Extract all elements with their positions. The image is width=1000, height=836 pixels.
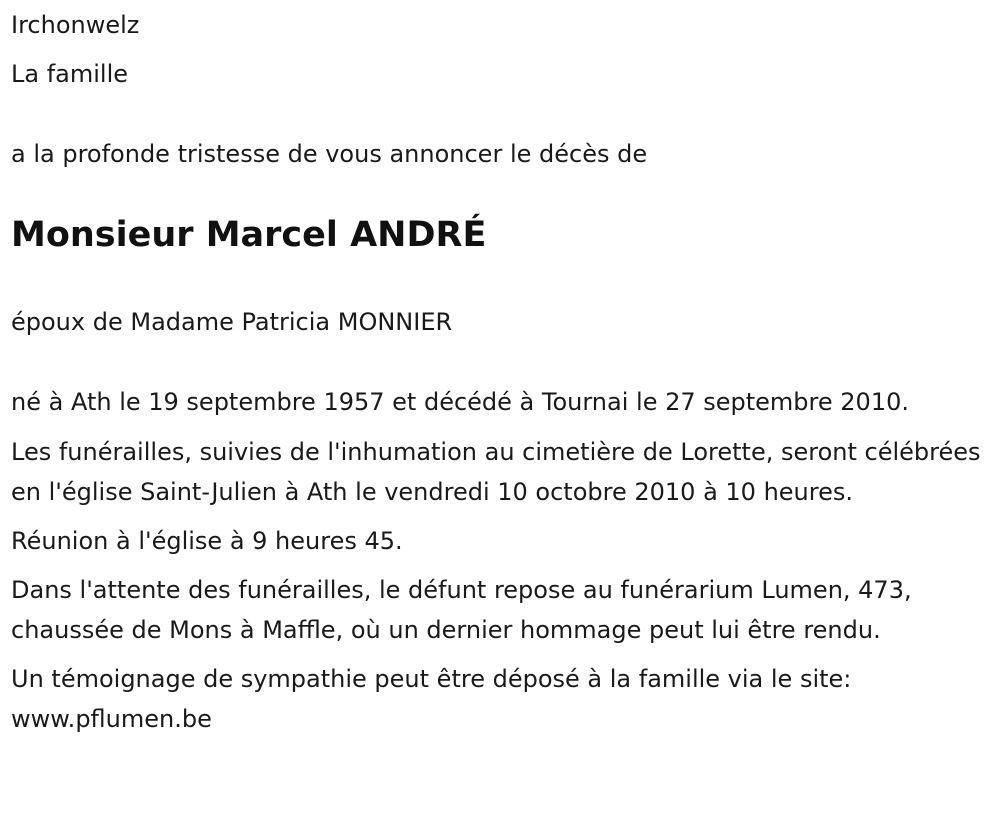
details-section <box>11 432 986 748</box>
announcement-text: a la profonde tristesse de vous annoncer le décès de <box>11 140 648 168</box>
deceased-name: Monsieur Marcel ANDRÉ <box>11 215 487 255</box>
spouse-text: époux de Madame Patricia MONNIER <box>11 308 453 336</box>
visitation-text: Dans l'attente des funérailles, le défunt repose au funérarium Lumen, 473, chaussée de Mons à Maffle, où un dernier hommage peut lui être rendu. <box>11 576 912 644</box>
condolences-text: Un témoignage de sympathie peut être déposé à la famille via le site: www.pflumen.be <box>11 665 852 733</box>
family-label: La famille <box>11 60 129 88</box>
funeral-text: Les funérailles, suivies de l'inhumation au cimetière de Lorette, seront célébrées en l'église Saint-Julien à Ath le vendredi 10 octobre 2010 à 10 heures. <box>11 438 981 506</box>
meeting-text: Réunion à l'église à 9 heures 45. <box>11 527 403 555</box>
birth-death-text: né à Ath le 19 septembre 1957 et décédé à Tournai le 27 septembre 2010. <box>11 388 909 416</box>
location: Irchonwelz <box>11 11 140 39</box>
